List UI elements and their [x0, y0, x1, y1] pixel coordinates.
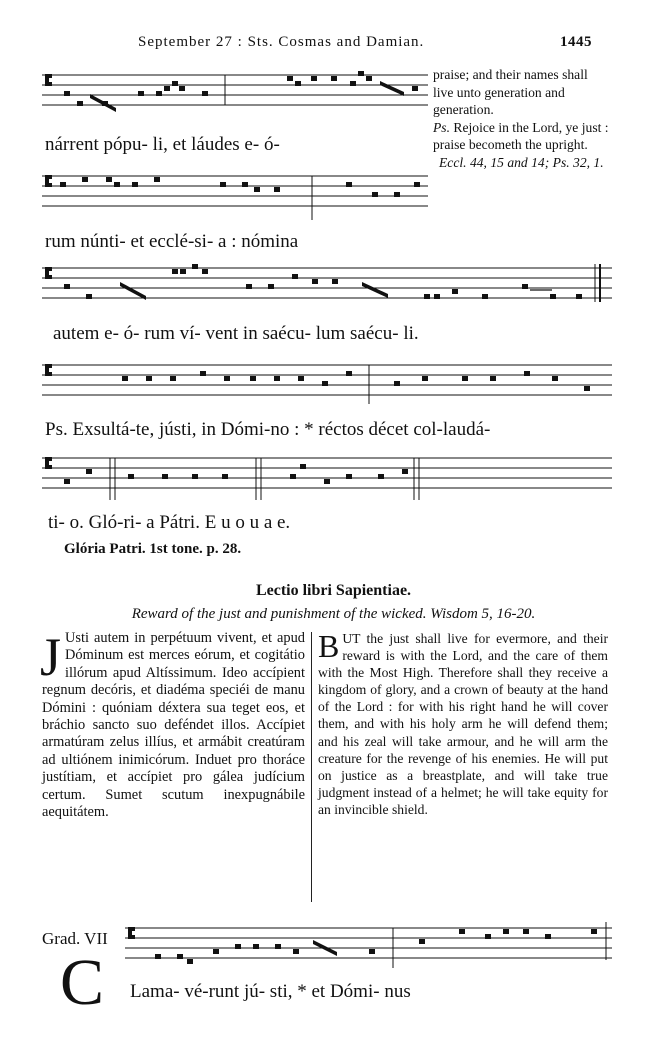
latin-text: Usti autem in perpétuum vivent, et apud Dóminum est merces eórum, et cogitátio illórum apud Altíssimum. Ideo accípient regnum decóris, et diadéma speciéi de manu Dómini : quóniam déxtera sua teget eos, et bráchio sancto suo deféndet illos. Accípiet armatúram zelus illíus, et armábit creatúram ad ultiónem inimicórum. Induet pro thoráce justítiam, et accípiet pro gálea judícium certum. Sumet scutum inexpugnábile aequitátem.: [42, 630, 305, 821]
chant-lyric-2: rum núnti- et ecclé-si- a : nómina: [45, 231, 299, 252]
side-translation-ps-label: Ps.: [433, 119, 450, 135]
chant-staff-5: [42, 452, 612, 502]
page-number: 1445: [560, 34, 592, 50]
english-column: [318, 630, 608, 818]
chant-lyric-4: Ps. Exsultá-te, jústi, in Dómi-no : * réctos décet col-laudá-: [45, 419, 491, 440]
chant-staff-4: [42, 360, 612, 404]
gloria-reference: Glória Patri. 1st tone. p. 28.: [64, 541, 242, 557]
lectio-subtitle: Reward of the just and punishment of the wicked. Wisdom 5, 16-20.: [131, 606, 536, 622]
chant-staff-2: [42, 172, 428, 222]
column-divider: [311, 632, 312, 902]
english-text: UT the just shall live for evermore, and their reward is with the Lord, and the care of them with the Most High. Therefore shall they receive a kingdom of glory, and a crown of beauty at the hand of the Lord : for with his right hand he will cover them, and with his holy arm he will defend them; and his zeal will take armour, and he will arm the creature for the revenge of his enemies. He will put on justice as a breastplate, and will take true judgment instead of a helmet; he will take equity for an invincible shield.: [318, 631, 608, 817]
chant-lyric-3: autem e- ó- rum ví- vent in saécu- lum saécu- li.: [53, 323, 419, 344]
chant-staff-1: [42, 70, 428, 130]
chant-lyric-5: ti- o. Gló-ri- a Pátri. E u o u a e.: [48, 512, 291, 533]
side-reference: Eccl. 44, 15 and 14; Ps. 32, 1.: [439, 154, 604, 170]
gradual-initial: C: [60, 946, 105, 1019]
side-translation-line-1: praise; and their names shall live unto generation and generation.: [433, 67, 588, 117]
side-translation-line-2: Rejoice in the Lord, ye just : praise becometh the upright.: [433, 119, 609, 152]
lectio-title: Lectio libri Sapientiae.: [255, 582, 412, 599]
gradual-lyric: Lama- vé-runt jú- sti, * et Dómi- nus: [130, 981, 411, 1002]
side-translation: [433, 66, 611, 171]
chant-staff-3: [42, 262, 612, 314]
chant-lyric-1: nárrent pópu- li, et láudes e- ó-: [45, 134, 280, 155]
page-header: September 27 : Sts. Cosmas and Damian.: [138, 34, 425, 50]
gradual-label: Grad. VII: [42, 929, 108, 948]
gradual-staff: [125, 920, 612, 974]
english-initial: B: [318, 628, 340, 664]
latin-initial: J: [40, 627, 62, 687]
latin-column: [40, 627, 305, 821]
